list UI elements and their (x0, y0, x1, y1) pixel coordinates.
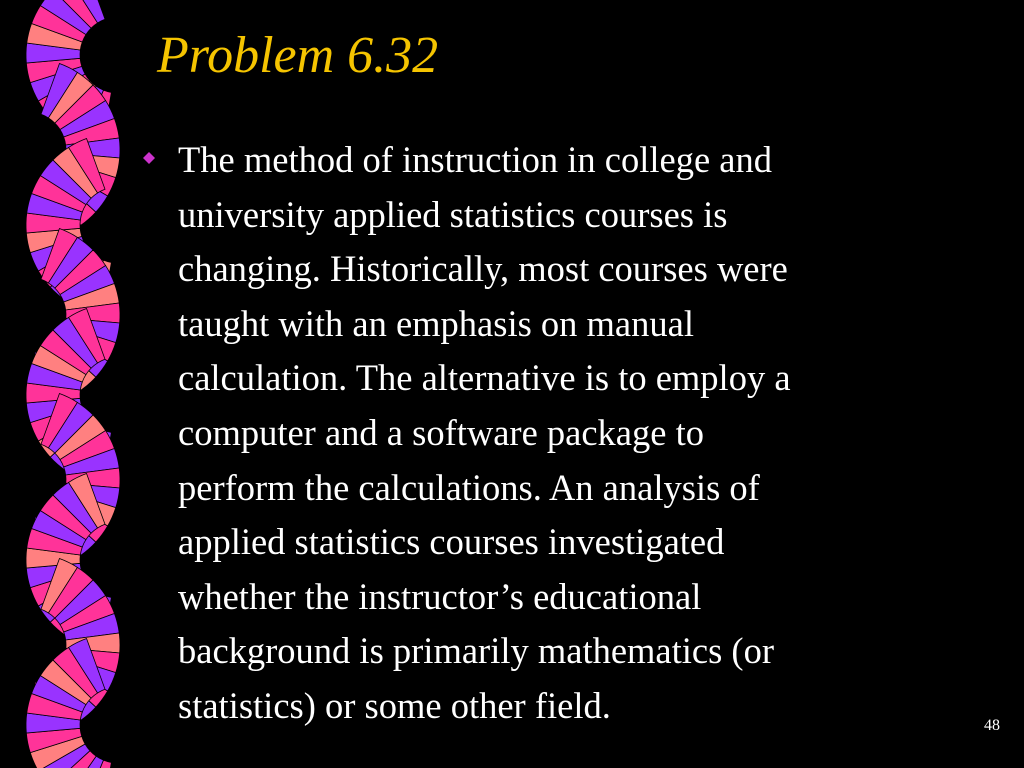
body-paragraph (178, 133, 950, 734)
body-line: taught with an emphasis on manual (178, 302, 694, 344)
bullet-item (140, 133, 950, 734)
body-line: perform the calculations. An analysis of (178, 466, 760, 508)
pinwheel-fan-border-icon (0, 0, 150, 768)
slide-title: Problem 6.32 (157, 27, 439, 84)
body-line: whether the instructor’s educational (178, 575, 702, 617)
body-line: The method of instruction in college and (178, 139, 772, 180)
body-line: applied statistics courses investigated (178, 521, 725, 563)
body-line: university applied statistics courses is (178, 193, 728, 235)
body-line: background is primarily mathematics (or (178, 630, 774, 672)
body-line: statistics) or some other field. (178, 684, 611, 726)
body-line: calculation. The alternative is to employ a (178, 357, 791, 399)
body-line: computer and a software package to (178, 411, 704, 453)
diamond-bullet-icon (143, 152, 155, 164)
body-line: changing. Historically, most courses were (178, 248, 788, 290)
page-number: 48 (984, 717, 1000, 734)
